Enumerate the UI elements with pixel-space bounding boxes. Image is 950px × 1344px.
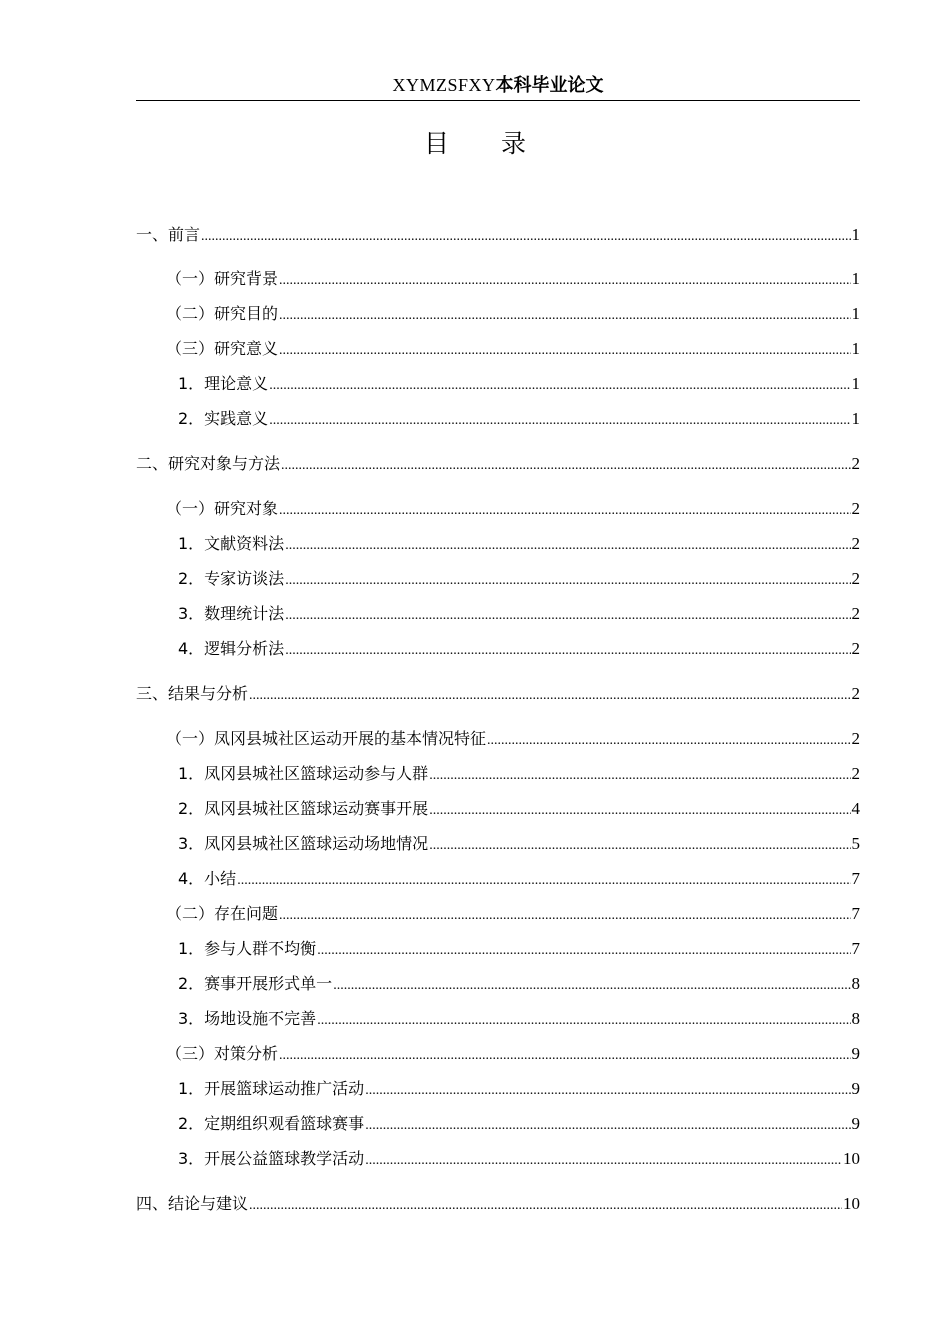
toc-leader-dots: [249, 683, 850, 709]
toc-entry[interactable]: [136, 1191, 860, 1217]
toc-leader-dots: [269, 408, 850, 434]
toc-leader-dots: [317, 938, 850, 964]
toc-leader-dots: [285, 568, 850, 594]
toc-leader-dots: [285, 638, 850, 664]
toc-entry[interactable]: [136, 451, 860, 477]
toc-page-number: 2: [851, 454, 860, 473]
toc-entry-label: 4．小结: [178, 869, 237, 888]
page-title: 目 录: [424, 129, 548, 158]
toc-leader-dots: [281, 453, 850, 479]
toc-leader-dots: [279, 903, 850, 929]
toc-leader-dots: [279, 498, 850, 524]
toc-entry[interactable]: [136, 681, 860, 707]
toc-entry-label: 2．定期组织观看篮球赛事: [178, 1114, 365, 1133]
toc-entry[interactable]: [136, 406, 860, 432]
toc-page-number: 7: [851, 869, 860, 888]
toc-leader-dots: [429, 763, 850, 789]
toc-entry[interactable]: [136, 531, 860, 557]
toc-entry[interactable]: [136, 636, 860, 662]
toc-entry[interactable]: [136, 866, 860, 892]
toc-entry[interactable]: [136, 936, 860, 962]
toc-entry-label: 4．逻辑分析法: [178, 639, 285, 658]
toc-entry[interactable]: [136, 971, 860, 997]
toc-leader-dots: [279, 303, 850, 329]
toc-entry-label: 2．实践意义: [178, 409, 269, 428]
toc-entry-label: 3．数理统计法: [178, 604, 285, 623]
toc-page-number: 1: [851, 269, 860, 288]
toc-entry-label: 1．理论意义: [178, 374, 269, 393]
toc-entry[interactable]: [136, 601, 860, 627]
toc-entry-label: 三、结果与分析: [136, 684, 249, 703]
toc-entry-label: 2．赛事开展形式单一: [178, 974, 333, 993]
toc-leader-dots: [285, 603, 850, 629]
toc-page-number: 7: [851, 939, 860, 958]
toc-entry[interactable]: [136, 336, 860, 362]
toc-leader-dots: [487, 728, 850, 754]
toc-page-number: 1: [851, 304, 860, 323]
toc-entry[interactable]: [136, 266, 860, 292]
toc-entry-label: 2．专家访谈法: [178, 569, 285, 588]
toc-entry[interactable]: [136, 301, 860, 327]
toc-page-number: 9: [851, 1079, 860, 1098]
toc-entry[interactable]: [136, 1146, 860, 1172]
toc-entry[interactable]: [136, 1041, 860, 1067]
toc-page-number: 2: [851, 534, 860, 553]
toc-entry-label: 四、结论与建议: [136, 1194, 249, 1213]
toc-entry[interactable]: [136, 831, 860, 857]
toc-entry-label: 1．参与人群不均衡: [178, 939, 317, 958]
toc-entry-label: （三）研究意义: [166, 339, 279, 358]
toc-leader-dots: [317, 1008, 850, 1034]
header-doc-type: 本科毕业论文: [495, 75, 604, 96]
toc-page-number: 10: [843, 1149, 860, 1168]
toc-page-number: 2: [851, 764, 860, 783]
toc-page-number: 2: [851, 639, 860, 658]
toc-entry[interactable]: [136, 761, 860, 787]
toc-page-number: 2: [851, 684, 860, 703]
toc-entry-label: （三）对策分析: [166, 1044, 279, 1063]
toc-leader-dots: [269, 373, 850, 399]
toc-leader-dots: [365, 1113, 850, 1139]
toc-page-number: 1: [851, 225, 860, 244]
toc-entry[interactable]: [136, 726, 860, 752]
toc-leader-dots: [237, 868, 850, 894]
toc-entry-label: （二）存在问题: [166, 904, 279, 923]
toc-page-number: 1: [851, 409, 860, 428]
toc-entry-label: 3．开展公益篮球教学活动: [178, 1149, 365, 1168]
toc-page-number: 8: [851, 1009, 860, 1028]
toc-entry[interactable]: [136, 566, 860, 592]
toc-entry[interactable]: [136, 371, 860, 397]
toc-leader-dots: [365, 1078, 850, 1104]
toc-page-number: 8: [851, 974, 860, 993]
toc-page-number: 2: [851, 499, 860, 518]
toc-leader-dots: [279, 1043, 850, 1069]
toc-page-number: 1: [851, 374, 860, 393]
toc-entry[interactable]: [136, 796, 860, 822]
toc-entry-label: 1．文献资料法: [178, 534, 285, 553]
toc-entry[interactable]: [136, 901, 860, 927]
toc-page-number: 2: [851, 729, 860, 748]
toc-leader-dots: [333, 973, 850, 999]
toc-leader-dots: [429, 798, 850, 824]
toc-leader-dots: [365, 1148, 842, 1174]
toc-page-number: 9: [851, 1114, 860, 1133]
toc-entry[interactable]: [136, 1076, 860, 1102]
toc-entry-label: 一、前言: [136, 225, 201, 244]
toc-entry-label: 二、研究对象与方法: [136, 454, 281, 473]
toc-entry-label: （一）研究对象: [166, 499, 279, 518]
toc-entry[interactable]: [136, 496, 860, 522]
toc-entry-label: （一）研究背景: [166, 269, 279, 288]
toc-entry[interactable]: [136, 1111, 860, 1137]
toc-leader-dots: [249, 1193, 842, 1219]
toc-page-number: 10: [843, 1194, 860, 1213]
toc-leader-dots: [279, 338, 850, 364]
toc-entry-label: 1．开展篮球运动推广活动: [178, 1079, 365, 1098]
toc-page-number: 1: [851, 339, 860, 358]
toc-entry-label: 3．场地设施不完善: [178, 1009, 317, 1028]
toc-entry[interactable]: [136, 1006, 860, 1032]
toc-page-number: 4: [851, 799, 860, 818]
toc-page-number: 5: [851, 834, 860, 853]
toc-leader-dots: [201, 224, 850, 250]
toc-page-number: 7: [851, 904, 860, 923]
toc-page-number: 2: [851, 569, 860, 588]
toc-entry-label: 2．凤冈县城社区篮球运动赛事开展: [178, 799, 429, 818]
page-header: [136, 70, 860, 101]
toc-entry-label: 3．凤冈县城社区篮球运动场地情况: [178, 834, 429, 853]
toc-entry-label: （二）研究目的: [166, 304, 279, 323]
toc-entry[interactable]: [136, 222, 860, 248]
toc-leader-dots: [285, 533, 850, 559]
toc-entry-label: 1．凤冈县城社区篮球运动参与人群: [178, 764, 429, 783]
toc-leader-dots: [429, 833, 850, 859]
toc-page-number: 2: [851, 604, 860, 623]
header-school-code: XYMZSFXY: [392, 75, 496, 95]
toc-leader-dots: [279, 268, 850, 294]
toc-entry-label: （一）凤冈县城社区运动开展的基本情况特征: [166, 729, 487, 748]
toc-page-number: 9: [851, 1044, 860, 1063]
